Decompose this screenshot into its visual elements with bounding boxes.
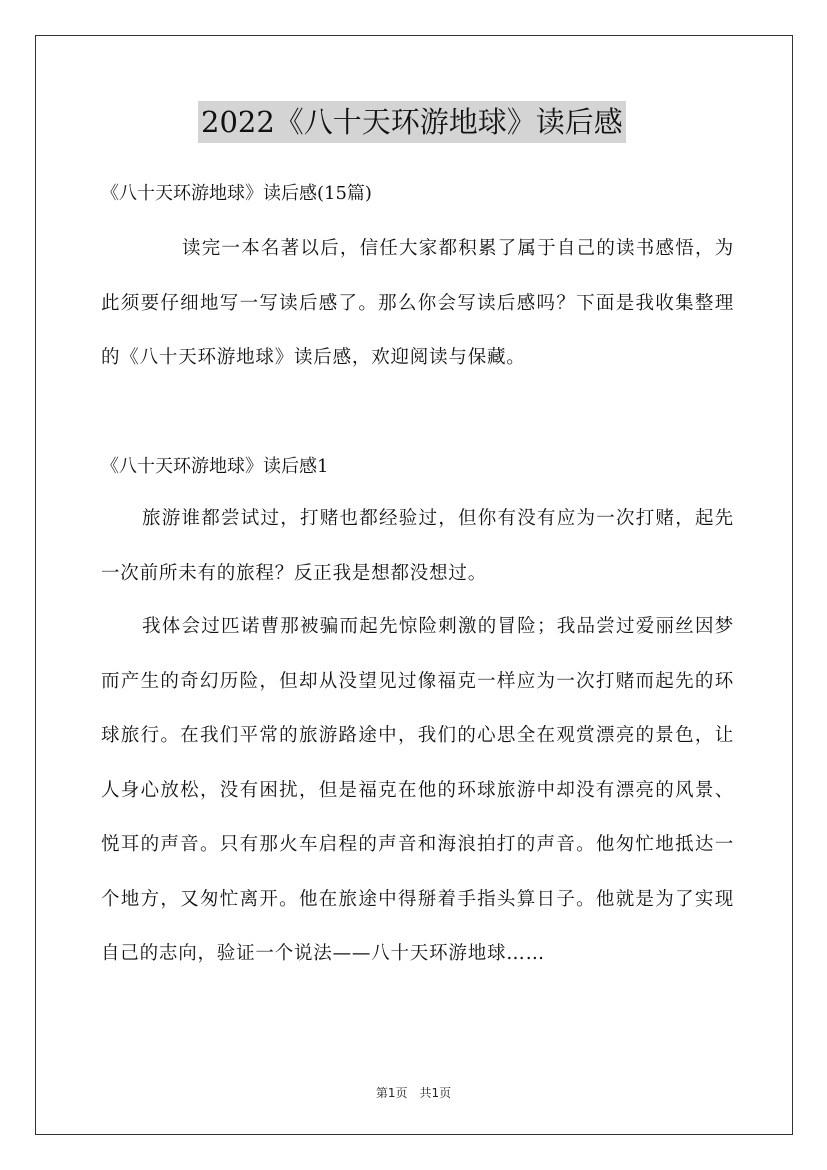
document-subtitle: 《八十天环游地球》读后感(15篇) — [101, 183, 372, 204]
intro-paragraph: 读完一本名著以后，信任大家都积累了属于自己的读书感悟，为此须要仔细地写一写读后感了。那么你会写读后感吗？下面是我收集整理的《八十天环游地球》读后感，欢迎阅读与保藏。 — [101, 238, 734, 368]
section-heading: 《八十天环游地球》读后感1 — [101, 456, 329, 477]
page-footer: 第1页 共1页 — [375, 1086, 452, 1100]
body-paragraph-2: 我体会过匹诺曹那被骗而起先惊险刺激的冒险；我品尝过爱丽丝因梦而产生的奇幻历险，但却从没望见过像福克一样应为一次打赌而起先的环球旅行。在我们平常的旅游路途中，我们的心思全在观赏漂亮的景色，让人身心放松，没有困扰，但是福克在他的环球旅游中却没有漂亮的风景、悦耳的声音。只有那火车启程的声音和海浪拍打的声音。他匆忙地抵达一个地方，又匆忙离开。他在旅途中得掰着手指头算日子。他就是为了实现自己的志向，验证一个说法——八十天环游地球…… — [101, 616, 734, 964]
document-title: 2022《八十天环游地球》读后感 — [198, 101, 626, 143]
body-paragraph-1: 旅游谁都尝试过，打赌也都经验过，但你有没有应为一次打赌，起先一次前所未有的旅程？反正我是想都没想过。 — [101, 508, 734, 584]
